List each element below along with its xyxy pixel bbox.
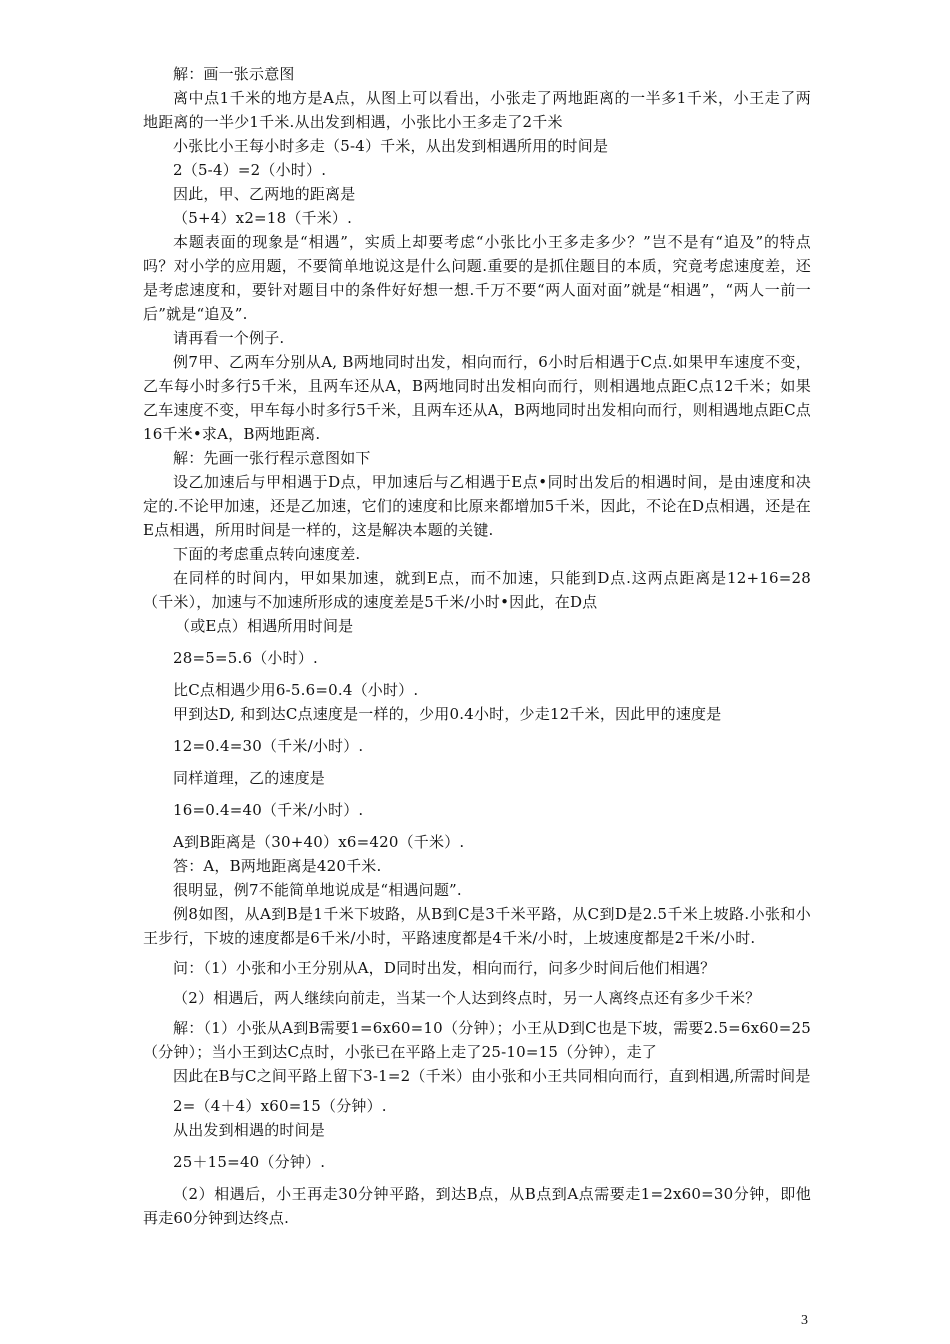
paragraph: 请再看一个例子. [173,329,285,347]
equation-line: 28=5=5.6（小时）. [173,649,318,667]
equation-line: 2=（4＋4）x60=15（分钟）. [173,1097,387,1115]
paragraph: 同样道理，乙的速度是 [173,769,326,787]
example-7-statement: 例7甲、乙两车分别从A, B两地同时出发，相向而行，6小时后相遇于C点.如果甲车速度不变，乙车每小时多行5千米，且两车还从A，B两地同时出发相向而行，则相遇地点距C点12千米；如果乙车速度不变，甲车每小时多行5千米，且两车还从A，B两地同时出发相向而行，则相遇地点距C点16千米•求A，B两地距离. [143,353,811,443]
paragraph: （或E点）相遇所用时间是 [175,617,354,635]
paragraph: 小张比小王每小时多走（5-4）千米，从出发到相遇所用的时间是 [173,137,609,155]
equation-line: 2（5-4）=2（小时）. [173,161,327,179]
paragraph: 从出发到相遇的时间是 [173,1121,326,1139]
paragraph: 解：先画一张行程示意图如下 [173,449,371,467]
paragraph: 因此，甲、乙两地的距离是 [173,185,356,203]
document-body [143,62,811,1230]
equation-line: 比C点相遇少用6-5.6=0.4（小时）. [173,681,419,699]
paragraph: 离中点1千米的地方是A点，从图上可以看出，小张走了两地距离的一半多1千米，小王走了两地距离的一半少1千米.从出发到相遇，小张比小王多走了2千米 [143,89,811,131]
question-1: 问：（1）小张和小王分别从A，D同时出发，相向而行，问多少时间后他们相遇？ [173,959,716,977]
question-2: （2）相遇后，两人继续向前走，当某一个人达到终点时，另一人离终点还有多少千米？ [173,989,761,1007]
equation-line: 25＋15=40（分钟）. [173,1153,326,1171]
equation-line: （5+4）x2=18（千米）. [173,209,353,227]
paragraph: （2）相遇后，小王再走30分钟平路，到达B点，从B点到A点需要走1=2x60=30分钟，即他再走60分钟到达终点. [143,1185,811,1227]
paragraph: 很明显，例7不能简单地说成是“相遇问题”. [173,881,462,899]
equation-line: A到B距离是（30+40）x6=420（千米）. [173,833,465,851]
paragraph: 因此在B与C之间平路上留下3-1=2（千米）由小张和小王共同相向而行，直到相遇,所需时间是 [173,1067,811,1085]
answer-line: 答：A，B两地距离是420千米. [173,857,382,875]
paragraph: 解：画一张示意图 [173,65,295,83]
page-number: 3 [801,1313,808,1328]
equation-line: 12=0.4=30（千米/小时）. [173,737,364,755]
example-8-statement: 例8如图，从A到B是1千米下坡路，从B到C是3千米平路，从C到D是2.5千米上坡路.小张和小王步行，下坡的速度都是6千米/小时，平路速度都是4千米/小时，上坡速度都是2千米/小时. [143,905,811,947]
paragraph: 下面的考虑重点转向速度差. [173,545,361,563]
paragraph: 解：（1）小张从A到B需要1=6x60=10（分钟）；小王从D到C也是下坡，需要2.5=6x60=25（分钟）；当小王到达C点时，小张已在平路上走了25-10=15（分钟），走了 [143,1019,811,1061]
paragraph: 设乙加速后与甲相遇于D点，甲加速后与乙相遇于E点•同时出发后的相遇时间，是由速度和决定的.不论甲加速，还是乙加速，它们的速度和比原来都增加5千米，因此，不论在D点相遇，还是在E点相遇，所用时间是一样的，这是解决本题的关键. [143,473,811,539]
paragraph: 本题表面的现象是“相遇”，实质上却要考虑“小张比小王多走多少？”岂不是有“追及”的特点吗？对小学的应用题，不要简单地说这是什么问题.重要的是抓住题目的本质，究竟考虑速度差，还是考虑速度和，要针对题目中的条件好好想一想.千万不要“两人面对面”就是“相遇”，“两人一前一后”就是“追及”. [143,233,811,323]
paragraph: 在同样的时间内，甲如果加速，就到E点，而不加速，只能到D点.这两点距离是12+16=28（千米），加速与不加速所形成的速度差是5千米/小时•因此，在D点 [143,569,811,611]
paragraph: 甲到达D, 和到达C点速度是一样的，少用0.4小时，少走12千米，因此甲的速度是 [173,705,722,723]
equation-line: 16=0.4=40（千米/小时）. [173,801,364,819]
